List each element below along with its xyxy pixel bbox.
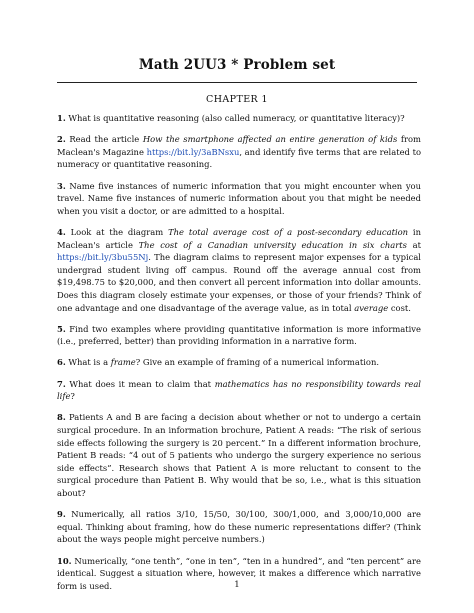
problem-text: . The diagram claims to represent major expenses for a typical undergrad student living off campus. Round off the average annual cost from $19,498.75 to $20,000, and then convert all percent information into dollar amounts. Does this diagram closely estimate your expenses, or those of your friends? Think of one advantage and one disadvantage of the average value, as in total: [57, 252, 421, 313]
problem-number: 4.: [57, 226, 66, 237]
problem-number: 9.: [57, 509, 66, 520]
problem-9: [57, 508, 421, 546]
emphasis-frame: frame: [110, 357, 136, 368]
problem-text: Numerically, all ratios 3/10, 15/50, 30/100, 300/1,000, and 3,000/10,000 are equal. Thinking about framing, how do these numeric representations differ? (Think about the ways people might perceive numbers.): [57, 509, 421, 545]
problem-text: in Maclean's article: [57, 226, 421, 250]
title-divider: [57, 82, 417, 83]
problem-number: 10.: [57, 555, 72, 566]
problem-number: 2.: [57, 134, 66, 145]
document-title: Math 2UU3 * Problem set: [138, 57, 336, 73]
problem-number: 1.: [57, 113, 66, 123]
problem-text: What is a: [65, 357, 111, 368]
problem-text: Patients A and B are facing a decision about whether or not to undergo a certain surgical procedure. In an information brochure, Patient A reads: “The risk of serious side effects following the surgery is 20 percent.” In a different information brochure, Patient B reads: “4 out of 5 patients who undergo the surgery experience no serious side effects”. Research shows that Patient A is more reluctant to consent to the surgical procedure than Patient B. Why would that be so, i.e., what is this situation about?: [57, 412, 421, 498]
problem-6: [57, 356, 421, 369]
problem-number: 7.: [57, 378, 66, 389]
diagram-title: The total average cost of a post-secondary education: [168, 226, 409, 237]
problem-8: [57, 411, 421, 499]
problem-text: What is quantitative reasoning (also called numeracy, or quantitative literacy)?: [65, 113, 405, 123]
problem-4: [57, 226, 421, 314]
problem-1: [57, 112, 421, 125]
problem-text: Look at the diagram: [65, 226, 169, 237]
problem-text: Find two examples where providing quantitative information is more informative (i.e., preferred, better) than providing information in a narrative form.: [57, 323, 421, 347]
problem-number: 5.: [57, 323, 66, 334]
problem-text: at: [406, 239, 421, 250]
problem-text: What does it mean to claim that: [65, 378, 215, 389]
article-title: How the smartphone affected an entire generation of kids: [142, 134, 398, 145]
article-link[interactable]: https://bit.ly/3aBNsxu: [146, 146, 240, 157]
problem-text: Name five instances of numeric information that you might encounter when you travel. Name five instances of numeric information about you that might be needed when you visit a doctor, or are admitted to a hospital.: [57, 180, 421, 216]
problem-text: Numerically, “one tenth”, “one in ten”, “ten in a hundred”, and “ten percent” are identical. Suggest a situation where, however, it makes a difference which narrative form is used.: [57, 555, 421, 591]
problem-number: 6.: [57, 357, 66, 368]
emphasis-claim: mathematics has no responsibility towards real life: [57, 378, 421, 402]
page-number: 1: [234, 580, 240, 590]
problem-text: from Maclean's Magazine: [57, 134, 421, 157]
article-title: The cost of a Canadian university education in six charts: [138, 239, 407, 250]
problem-text: ?: [70, 391, 75, 402]
chapter-heading: CHAPTER 1: [206, 94, 268, 105]
emphasis-average: average: [354, 302, 389, 313]
problem-text: ? Give an example of framing of a numerical information.: [135, 357, 380, 368]
problem-2: [57, 133, 421, 171]
problem-5: [57, 323, 421, 348]
problem-number: 3.: [57, 180, 66, 191]
problem-list: [57, 112, 421, 601]
problem-number: 8.: [57, 412, 66, 423]
problem-7: [57, 378, 421, 403]
problem-text: , and identify five terms that are related to numeracy or quantitative reasoning.: [57, 146, 421, 170]
problem-3: [57, 180, 421, 218]
problem-text: cost.: [388, 302, 411, 313]
article-link[interactable]: https://bit.ly/3bu55Nj: [57, 252, 149, 263]
problem-text: Read the article: [65, 134, 143, 145]
